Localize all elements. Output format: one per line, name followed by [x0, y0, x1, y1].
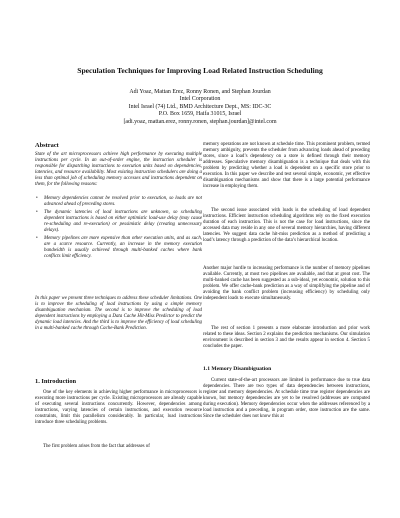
bullet-icon: • — [36, 236, 38, 242]
abstract-bullets — [35, 196, 202, 262]
right-paragraph-3: Another major hurdle to increasing performance is the number of memory pipelines available. Currently, at most two pipelines are available, and that at great cost. The multi-banked cache has been suggested as a sub-ideal, yet economic, solution to this problem. We offer cache-bank prediction as a way of simplifying the pipeline and of avoiding the bank conflict problem (increasing efficiency) by scheduling only independent loads to execute simultaneously. — [203, 266, 370, 302]
affiliation: Intel Corporation — [179, 96, 221, 103]
right-paragraph-1: memory operations are not known at schedule time. This prominent problem, termed memory ambiguity, prevents the scheduler from advancing loads ahead of preceding stores, since a load’s dependency on a store is defined through their memory addresses. Speculative memory disambiguation is a technique that deals with this problem by predicting whether a load is dependent on a specific store prior to execution. In this paper we describe and test several simple, economic, yet effective disambiguation mechanisms and show that there is a large potential performance increase in employing them. — [203, 142, 370, 190]
abstract-heading: Abstract — [35, 142, 59, 149]
intro-paragraph-1: One of the key elements in achieving higher performance in microprocessors is executing more instructions per cycle. Existing microprocessors are already capable of executing several instructions concurrently. However, dependencies among instructions, varying latencies of certain instructions, and execution resource constraints, limit this parallelism considerably. In particular, load instructions introduce three scheduling problems. — [35, 390, 202, 426]
author-block — [20, 89, 380, 126]
abstract-intro: State of the art microprocessors achieve high performance by executing multiple instructions per cycle. In an out-of-order engine, the instruction scheduler is responsible for dispatching instructions to execution units based on dependencies, latencies, and resource availability. Most existing instruction schedulers are doing a less than optimal job of scheduling memory accesses and instructions dependent on them, for the following reasons: — [35, 152, 202, 188]
abstract-bullet-item — [35, 236, 202, 260]
right-paragraph-2: The second issue associated with loads is the scheduling of load dependent instructions. Efficient instruction scheduling algorithms rely on the fixed execution duration of each instruction. This is not the case for load instructions, since the accessed data may reside in any one of several memory hierarchies, having different latencies. We suggest data cache hit-miss prediction as a method of predicting a load’s latency through a prediction of the data’s hierarchical location. — [203, 208, 370, 244]
right-paragraph-4: The rest of section 1 presents a more elaborate introduction and prior work related to these ideas. Section 2 explains the prediction mechanisms. Our simulation environment is described in section 3 and the results appear in section 4. Section 5 concludes the paper. — [203, 326, 370, 350]
abstract-bullet-text: Memory pipelines are more expensive than other execution units, and as such, are a scarce resource. Currently, an increase in the memory execution bandwidth is usually achieved through multi-banked caches where bank conflicts limit efficiency. — [44, 236, 202, 260]
abstract-bullet-text: Memory dependencies cannot be resolved prior to execution, so loads are not advanced ahead of preceding stores. — [44, 196, 202, 208]
author-names: Adi Yoaz, Mattan Erez, Ronny Ronen, and Stephan Jourdan — [129, 89, 271, 95]
right-paragraph-5: Current state-of-the-art processors are limited in performance due to true data dependencies. There are two types of data dependencies between instructions, register and memory dependencies. At schedule time true register dependencies are known, but memory dependencies are yet to be resolved (addresses are computed during execution). Memory dependencies occur when the addresses referenced by a load instruction and a preceding, in program order, store instruction are the same. Since the scheduler does not know this at — [203, 378, 370, 420]
bullet-icon: • — [36, 210, 38, 216]
abstract-closing: In this paper we present three techniques to address these scheduler limitations. One is to improve the scheduling of load instructions by using a simple memory disambiguation mechanism. The second is to improve the scheduling of load dependent instructions by employing a Data Cache Hit-Miss Predictor to predict the dynamic load latencies. And the third is to improve the efficiency of load scheduling in a multi-banked cache through Cache-Bank Prediction. — [35, 296, 202, 332]
address-line-2: P.O. Box 1659, Haifa 31015, Israel — [158, 111, 242, 118]
paper-title: Speculation Techniques for Improving Load Related Instruction Scheduling — [77, 66, 323, 75]
intro-heading: 1. Introduction — [35, 378, 77, 385]
abstract-bullet-text: The dynamic latencies of load instructions are unknown, so scheduling dependent instructions is based on either optimistic load-use delay (may cause re-scheduling and re-execution) or pessimistic delay (creating unnecessary delays). — [44, 210, 202, 234]
address-line-1: Intel Israel (74) Ltd., BMD Architecture Dept., MS: IDC-3C — [128, 103, 272, 110]
abstract-bullet-item — [35, 210, 202, 234]
memory-disambiguation-heading: 1.1 Memory Disambiguation — [203, 366, 272, 372]
author-emails: [adi.yoaz, mattan.erez, ronny.ronen, stephan.jourdan]@intel.com — [123, 118, 277, 125]
intro-paragraph-2: The first problem arises from the fact that addresses of — [43, 444, 150, 449]
bullet-icon: • — [36, 196, 38, 201]
abstract-bullet-item — [35, 196, 202, 208]
